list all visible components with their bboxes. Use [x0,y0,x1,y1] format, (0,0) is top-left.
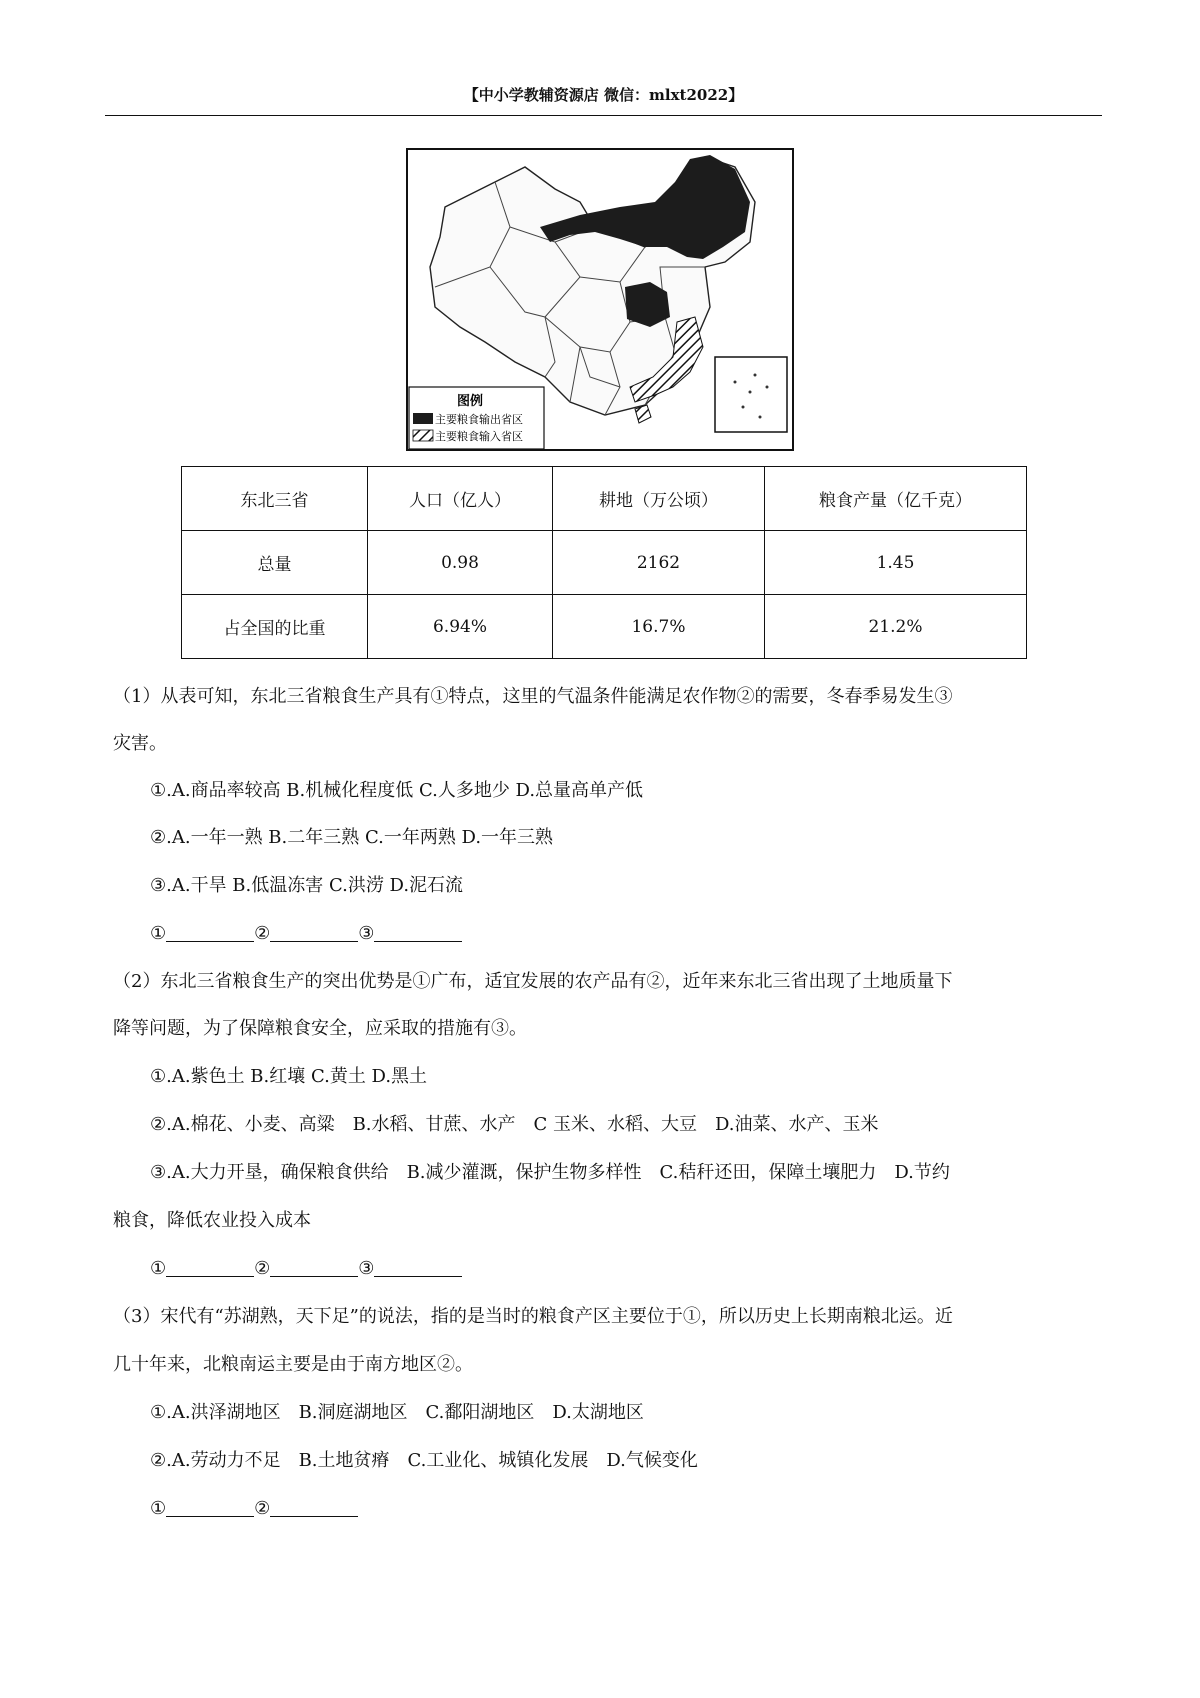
table-cell: 0.98 [368,531,553,595]
blank-label: ② [254,1258,271,1279]
legend-swatch-import [413,430,433,441]
question-1-stem-cont: 灾害。 [113,733,167,754]
page-header: 【中小学教辅资源店 微信：mlxt2022】 [463,86,744,104]
blank-label: ① [150,1498,167,1519]
table-header-cell: 东北三省 [182,467,368,531]
table-cell: 6.94% [368,595,553,659]
table-cell: 2162 [553,531,765,595]
question-3-option: ①.A.洪泽湖地区 B.洞庭湖地区 C.鄱阳湖地区 D.太湖地区 [150,1402,644,1423]
question-3-answer-line [150,1485,1100,1532]
northeast-statistics-table [181,466,1027,659]
question-2-stem-cont: 降等问题，为了保障粮食安全，应采取的措施有③。 [113,1018,527,1039]
question-2-stem: （2）东北三省粮食生产的突出优势是①广布，适宜发展的农产品有②，近年来东北三省出现了土地质量下 [113,971,953,992]
china-grain-map [405,147,795,452]
answer-blank[interactable] [166,919,254,942]
table-header-cell: 人口（亿人） [368,467,553,531]
table-row [182,595,1027,659]
blank-label: ② [254,1498,271,1519]
legend-label-import: 主要粮食输入省区 [435,430,523,443]
answer-blank[interactable] [270,1254,358,1277]
blank-label: ① [150,923,167,944]
legend-label-export: 主要粮食输出省区 [435,413,523,426]
question-2-answer-line [150,1245,1100,1292]
question-2-option: ①.A.紫色土 B.红壤 C.黄土 D.黑土 [150,1066,428,1087]
table-cell: 21.2% [765,595,1027,659]
legend-title: 图例 [457,394,484,409]
question-1-option: ②.A.一年一熟 B.二年三熟 C.一年两熟 D.一年三熟 [150,827,554,848]
table-cell: 占全国的比重 [182,595,368,659]
answer-blank[interactable] [166,1254,254,1277]
blank-label: ① [150,1258,167,1279]
question-1-stem: （1）从表可知，东北三省粮食生产具有①特点，这里的气温条件能满足农作物②的需要，冬春季易发生③ [113,686,953,707]
table-row [182,531,1027,595]
table-cell: 1.45 [765,531,1027,595]
header-divider [105,115,1102,116]
legend-swatch-export [413,413,433,424]
table-cell: 总量 [182,531,368,595]
question-3-stem: （3）宋代有“苏湖熟，天下足”的说法，指的是当时的粮食产区主要位于①，所以历史上长期南粮北运。近 [113,1306,953,1327]
question-1-option: ①.A.商品率较高 B.机械化程度低 C.人多地少 D.总量高单产低 [150,780,644,801]
answer-blank[interactable] [270,1494,358,1517]
table-header-cell: 耕地（万公顷） [553,467,765,531]
blank-label: ② [254,923,271,944]
question-3-stem-cont: 几十年来，北粮南运主要是由于南方地区②。 [113,1354,473,1375]
question-2-option: ③.A.大力开垦，确保粮食供给 B.减少灌溉，保护生物多样性 C.秸秆还田，保障土壤肥力 D.节约 [150,1162,950,1183]
question-2-option: ②.A.棉花、小麦、高粱 B.水稻、甘蔗、水产 C 玉米、水稻、大豆 D.油菜、水产、玉米 [150,1114,879,1135]
question-1-answer-line [150,910,1100,957]
blank-label: ③ [358,923,375,944]
question-2-option-cont: 粮食，降低农业投入成本 [113,1210,311,1231]
south-china-sea-inset [715,357,787,432]
answer-blank[interactable] [270,919,358,942]
answer-blank[interactable] [374,919,462,942]
table-header-row [182,467,1027,531]
answer-blank[interactable] [166,1494,254,1517]
blank-label: ③ [358,1258,375,1279]
table-header-cell: 粮食产量（亿千克） [765,467,1027,531]
answer-blank[interactable] [374,1254,462,1277]
table-cell: 16.7% [553,595,765,659]
question-3-option: ②.A.劳动力不足 B.土地贫瘠 C.工业化、城镇化发展 D.气候变化 [150,1450,698,1471]
question-1-option: ③.A.干旱 B.低温冻害 C.洪涝 D.泥石流 [150,875,464,896]
